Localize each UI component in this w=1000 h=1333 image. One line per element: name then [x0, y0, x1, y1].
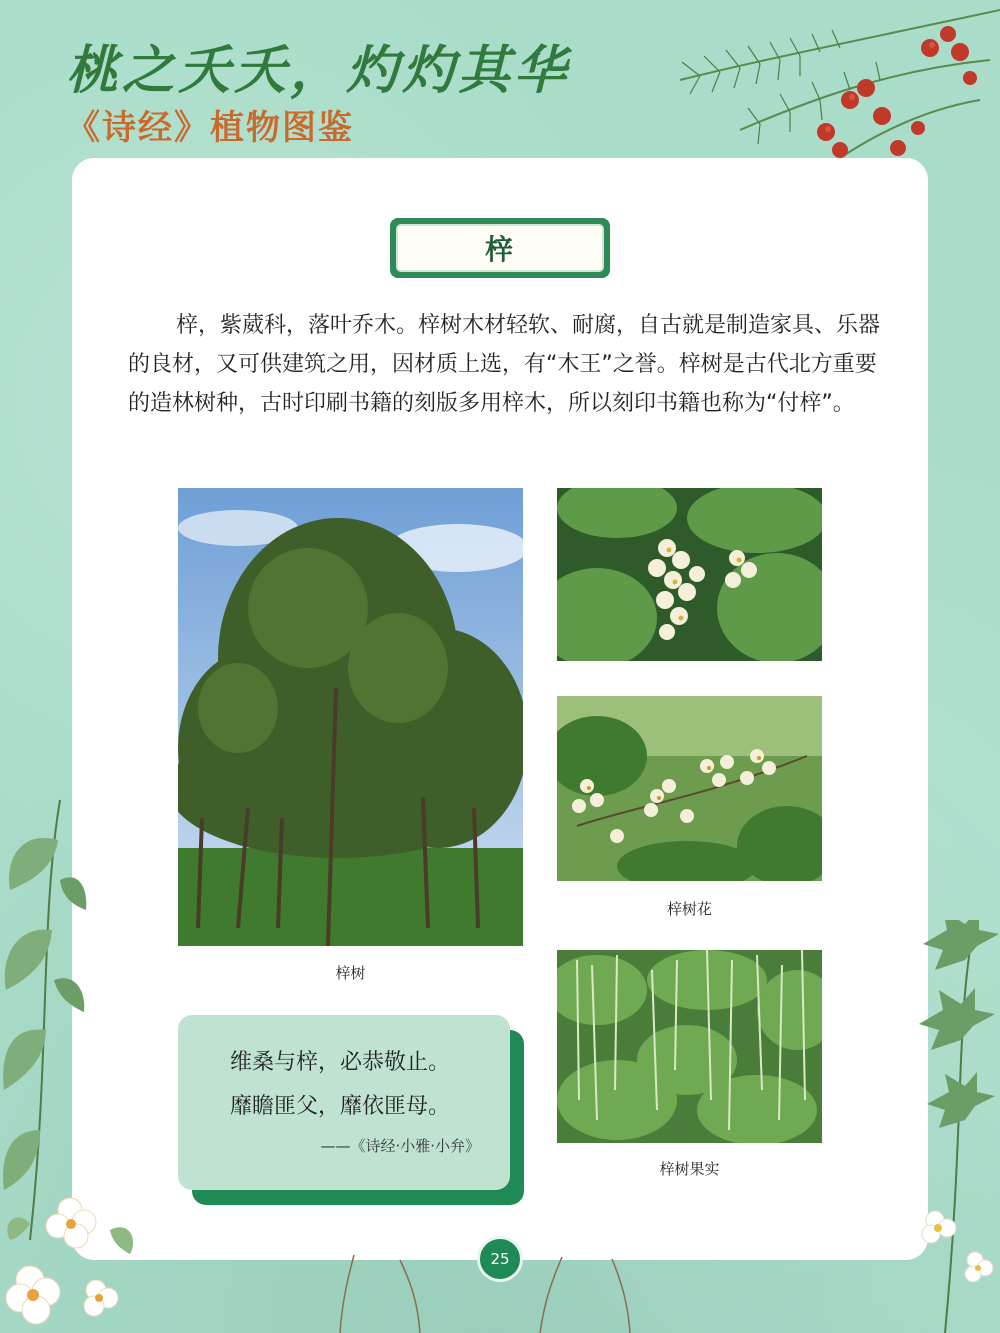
tree-photo-caption: 梓树 [335, 964, 366, 982]
fruit-photo-caption: 梓树果实 [659, 1160, 720, 1178]
quote-line-1: 维桑与梓，必恭敬止。 [230, 1050, 451, 1075]
flower-photo-caption: 梓树花 [666, 900, 712, 918]
fruit-photo [557, 950, 822, 1143]
page-subtitle: 《诗经》植物图鉴 [66, 108, 354, 148]
plant-name-plaque [390, 218, 610, 278]
tree-photo [178, 488, 523, 946]
flower-photo-2 [557, 696, 822, 881]
quote-box [178, 1015, 510, 1190]
plant-name: 梓 [484, 233, 515, 266]
flowers-decoration-bottom-left [0, 1170, 140, 1333]
plant-name-plaque-inner [396, 224, 604, 272]
page-number: 25 [477, 1236, 523, 1282]
flower-photo-1 [557, 488, 822, 661]
page-title: 桃之夭夭，灼灼其华 [66, 40, 571, 101]
plant-description: 梓，紫葳科，落叶乔木。梓树木材轻软、耐腐，自古就是制造家具、乐器的良材，又可供建筑之用，因材质上选，有“木王”之誉。梓树是古代北方重要的造林树种，古时印刷书籍的刻版多用梓木，所以刻印书籍也称为“付梓”。 [128, 313, 881, 416]
quote-source: ——《诗经·小雅·小弁》 [320, 1137, 480, 1155]
quote-line-2: 靡瞻匪父，靡依匪母。 [230, 1094, 451, 1119]
ivy-decoration-right [895, 920, 1000, 1333]
